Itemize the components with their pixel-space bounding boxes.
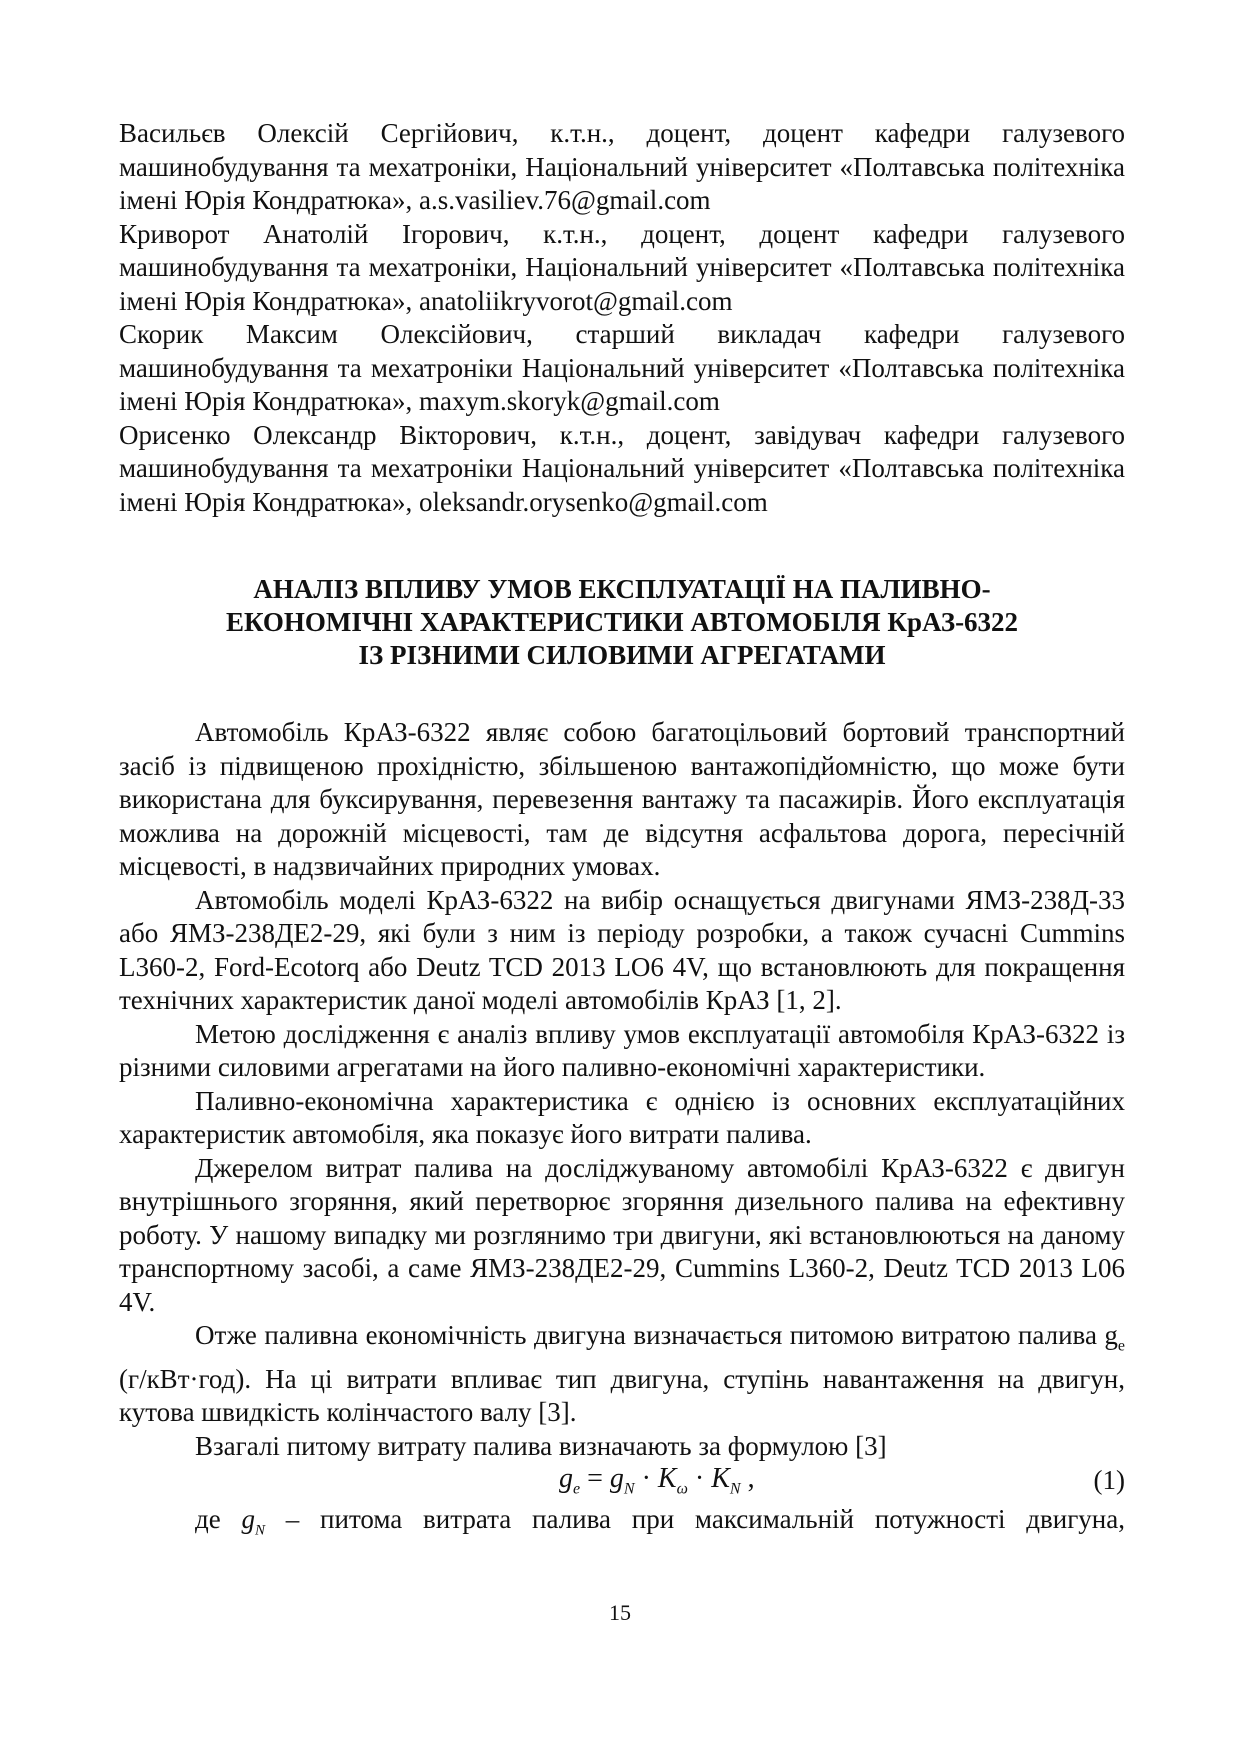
formula-subscript: N (623, 1480, 635, 1498)
variable (241, 1504, 266, 1539)
paragraph: Автомобіль моделі КрАЗ-6322 на вибір оснащується двигунами ЯМЗ-238Д-33 або ЯМЗ-238ДЕ2-29, які були з ним із періоду розробки, а також сучасні Cummins L360-2, Ford-Ecotorq або Deutz TCD 2013 LO6 4V, що встановлюють для покращення технічних характеристик даної моделі автомобілів КрАЗ [1, 2]. (119, 884, 1125, 1015)
equation (119, 1463, 1125, 1503)
subscript: e (1117, 1337, 1125, 1355)
authors-block (119, 117, 1125, 519)
author-entry: Криворот Анатолій Ігорович, к.т.н., доцент, доцент кафедри галузевого машинобудування та мехатроніки, Національний університет «Полтавська політехніка імені Юрія Кондратюка», anatoliikryvorot@gmail.com (119, 218, 1125, 316)
author-entry: Орисенко Олександр Вікторович, к.т.н., доцент, завідувач кафедри галузевого машинобудування та мехатроніки Національний університет «Полтавська політехніка імені Юрія Кондратюка», oleksandr.orysenko@gmail.com (119, 419, 1125, 517)
formula (559, 1463, 755, 1499)
paragraph-text: – питома витрата палива при максимальній потужності двигуна, (265, 1504, 1125, 1535)
page-number: 15 (609, 1600, 631, 1625)
paragraph: Джерелом витрат палива на досліджуваному автомобілі КрАЗ-6322 є двигун внутрішнього згоряння, який перетворює згоряння дизельного палива на ефективну роботу. У нашому випадку ми розглянимо три двигуни, які встановлюються на даному транспортному засобі, а саме ЯМЗ-238ДЕ2-29, Cummins L360-2, Deutz TCD 2013 L06 4V. (119, 1152, 1125, 1317)
formula-operator: , (740, 1463, 755, 1495)
equation-number: (1) (1093, 1465, 1125, 1496)
formula-operator: · (687, 1463, 712, 1495)
formula-symbol: g (559, 1463, 573, 1495)
formula-subscript: ω (676, 1480, 688, 1498)
paragraph-last-line (119, 1503, 1125, 1548)
formula-symbol: K (657, 1463, 677, 1495)
paragraph-text: де (195, 1504, 242, 1535)
formula-symbol: K (711, 1463, 730, 1495)
formula-operator: = (580, 1463, 610, 1495)
paragraph: Паливно-економічна характеристика є однією із основних експлуатаційних характеристик автомобіля, яка показує його витрати палива. (119, 1085, 1125, 1149)
author-entry: Скорик Максим Олексійович, старший викладач кафедри галузевого машинобудування та мехатроніки Національний університет «Полтавська політехніка імені Юрія Кондратюка», maxym.skoryk@gmail.com (119, 319, 1125, 416)
paper-title (119, 573, 1125, 672)
formula-subscript: N (729, 1480, 741, 1498)
formula-operator: · (634, 1463, 658, 1495)
formula-subscript: e (573, 1480, 581, 1498)
paragraph-specific-consumption (119, 1319, 1125, 1430)
title-line: ІЗ РІЗНИМИ СИЛОВИМИ АГРЕГАТАМИ (358, 640, 886, 670)
paragraph: Метою дослідження є аналіз впливу умов експлуатації автомобіля КрАЗ-6322 із різними силовими агрегатами на його паливно-економічні характеристики. (119, 1018, 1125, 1082)
paragraph-text: (г/кВт·год). На ці витрати впливає тип двигуна, ступінь навантаження на двигун, кутова швидкість колінчастого валу [3]. (119, 1363, 1125, 1428)
variable-subscript: N (255, 1522, 266, 1539)
paragraph: Взагалі питому витрату палива визначають за формулою [3] (195, 1430, 887, 1461)
variable-symbol: g (241, 1504, 255, 1535)
formula-symbol: g (609, 1463, 624, 1495)
page (119, 117, 1125, 1548)
paragraph-text: Отже паливна економічність двигуна визначається питомою витратою палива g (195, 1320, 1118, 1350)
body-text (119, 716, 1125, 1548)
title-line: ЕКОНОМІЧНІ ХАРАКТЕРИСТИКИ АВТОМОБІЛЯ КрАЗ-6322 (225, 607, 1019, 637)
author-entry: Васильєв Олексій Сергійович, к.т.н., доцент, доцент кафедри галузевого машинобудування та мехатроніки, Національний університет «Полтавська політехніка імені Юрія Кондратюка», a.s.vasiliev.76@gmail.com (119, 118, 1125, 215)
title-line: АНАЛІЗ ВПЛИВУ УМОВ ЕКСПЛУАТАЦІЇ НА ПАЛИВНО- (253, 574, 991, 604)
paragraph: Автомобіль КрАЗ-6322 являє собою багатоцільовий бортовий транспортний засіб із підвищеною прохідністю, збільшеною вантажопідйомністю, що може бути використана для буксирування, перевезення вантажу та пасажирів. Його експлуатація можлива на дорожній місцевості, там де відсутня асфальтова дорога, пересічній місцевості, в надзвичайних природних умовах. (119, 717, 1125, 881)
